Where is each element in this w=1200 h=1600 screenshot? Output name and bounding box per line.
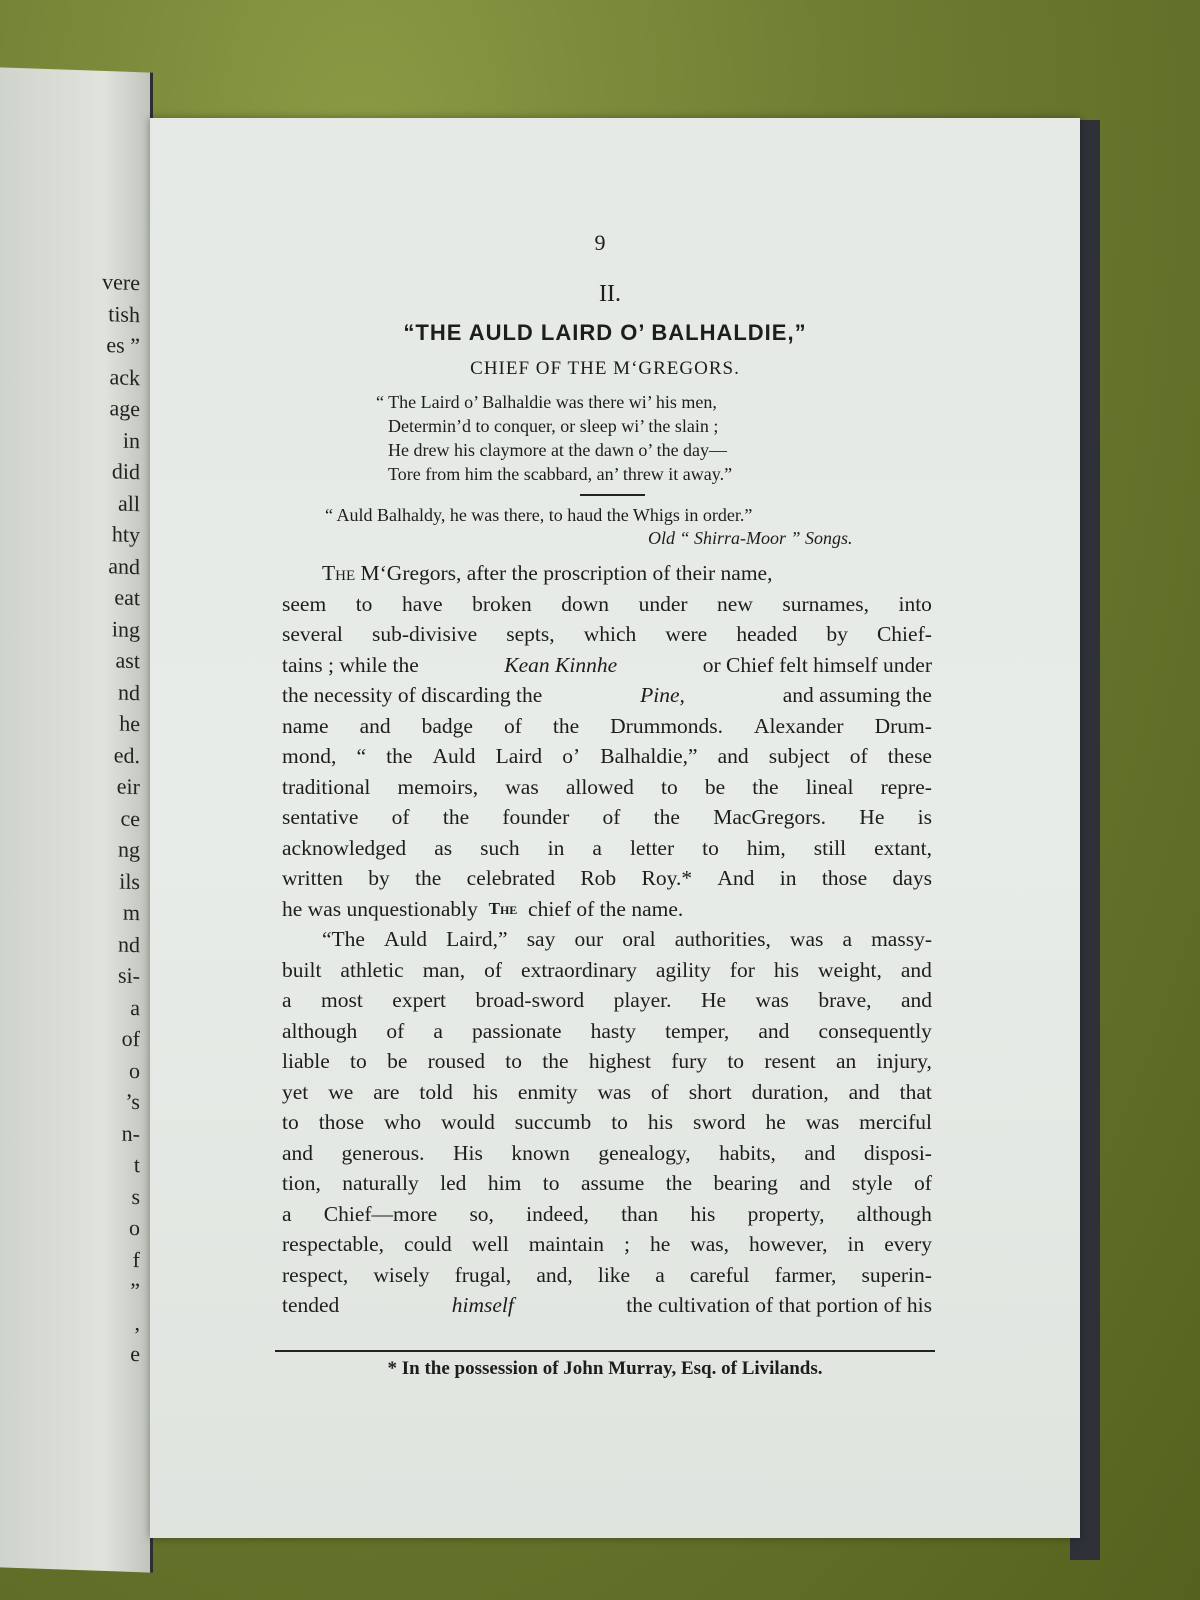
- word: bearing: [713, 1171, 778, 1195]
- word: of: [650, 1079, 669, 1104]
- text-line: [282, 741, 932, 772]
- word: of: [391, 805, 410, 829]
- word: by: [826, 622, 848, 646]
- word: Roy.*: [641, 866, 693, 890]
- word: led: [440, 1171, 467, 1195]
- word: farmer,: [774, 1262, 837, 1287]
- italic-span: Pine,: [640, 683, 685, 707]
- left-page-fragment: s: [131, 1183, 140, 1209]
- left-page-fragment: n-: [121, 1120, 140, 1146]
- text-line: [282, 589, 932, 620]
- word: badge: [421, 713, 473, 738]
- text-line: [282, 619, 932, 650]
- footnote: * In the possession of John Murray, Esq. of Livilands.: [387, 1358, 823, 1379]
- word: “The: [322, 927, 365, 951]
- word: allowed: [565, 774, 634, 799]
- small-caps-span: The: [488, 898, 518, 918]
- word: these: [887, 744, 932, 768]
- word: passionate: [471, 1018, 562, 1043]
- word: and: [359, 713, 391, 738]
- word: short: [688, 1079, 732, 1104]
- word: He: [859, 805, 885, 829]
- word: septs,: [506, 622, 555, 646]
- chapter-title: “THE AULD LAIRD O’ BALHALDIE,”: [403, 320, 807, 345]
- left-page-fragment: o: [129, 1214, 140, 1241]
- word: could: [404, 1232, 452, 1256]
- word: his: [773, 957, 799, 982]
- word: letter: [629, 835, 675, 860]
- word: built: [282, 957, 322, 982]
- word: was: [597, 1079, 631, 1104]
- word: merciful: [859, 1110, 932, 1134]
- word: which: [583, 622, 637, 646]
- word: down: [561, 591, 610, 616]
- word: Laird,”: [446, 927, 508, 951]
- word: mond,: [282, 744, 337, 768]
- word: extraordinary: [521, 957, 637, 982]
- word: hasty: [590, 1018, 636, 1043]
- word: respectable,: [282, 1232, 385, 1256]
- word: founder: [502, 805, 570, 829]
- left-page-fragment: ng: [118, 836, 140, 863]
- text-span: tended: [282, 1293, 340, 1317]
- text-line: [282, 772, 932, 803]
- left-page-fragment: es ”: [106, 332, 140, 359]
- text-line: [282, 1016, 932, 1047]
- word: be: [387, 1049, 408, 1073]
- word: although: [282, 1018, 358, 1043]
- word: sub-divisive: [372, 622, 478, 646]
- text-line: [282, 650, 932, 681]
- word: of: [602, 805, 621, 829]
- body-text: [282, 558, 932, 1321]
- word: under: [638, 591, 688, 616]
- word: to: [727, 1049, 745, 1073]
- word: sword: [692, 1110, 746, 1134]
- word: temper,: [665, 1018, 730, 1043]
- left-page-fragment: in: [122, 427, 140, 453]
- word: him: [487, 1171, 522, 1195]
- word: habits,: [719, 1140, 776, 1165]
- word: injury,: [876, 1049, 932, 1073]
- word: tion,: [282, 1171, 321, 1195]
- text-line: [282, 955, 932, 986]
- text-span: the cultivation of that portion of his: [626, 1293, 932, 1317]
- word: headed: [736, 622, 798, 646]
- word: still: [813, 835, 847, 860]
- text-line: [282, 894, 932, 925]
- left-page-fragment: e: [130, 1340, 140, 1367]
- word: are: [373, 1079, 400, 1104]
- text-line: [282, 1260, 932, 1291]
- word: naturally: [342, 1171, 419, 1195]
- word: a: [282, 988, 292, 1012]
- word: most: [321, 988, 363, 1012]
- word: new: [717, 591, 753, 616]
- word: his: [472, 1079, 498, 1104]
- word: respect,: [282, 1262, 349, 1287]
- text-line: [282, 558, 932, 589]
- text-span: he was unquestionably: [282, 896, 478, 921]
- word: of: [913, 1171, 932, 1195]
- drop-word: The: [322, 561, 356, 585]
- word: and: [799, 1171, 831, 1195]
- left-page-fragment: age: [109, 395, 140, 422]
- word: brave,: [818, 988, 872, 1012]
- chapter-subtitle: CHIEF OF THE M‘GREGORS.: [470, 358, 740, 379]
- word: to: [350, 1049, 367, 1073]
- word: was,: [690, 1232, 730, 1256]
- text-line: [282, 1290, 932, 1321]
- left-page-fragment: nd: [118, 930, 140, 957]
- word: careful: [689, 1262, 750, 1287]
- word: oral: [622, 927, 656, 951]
- word: lineal: [805, 774, 854, 799]
- word: memoirs,: [397, 774, 479, 799]
- word: a: [592, 835, 602, 860]
- left-page-fragment: ’s: [125, 1088, 140, 1115]
- left-page-fragment: ed.: [113, 741, 140, 768]
- word: Balhaldie,”: [600, 744, 698, 768]
- word: a: [433, 1018, 443, 1043]
- word: a: [655, 1262, 665, 1287]
- text-line: [282, 1077, 932, 1108]
- word: And: [717, 866, 755, 890]
- left-page-fragment: t: [133, 1152, 140, 1178]
- word: for: [729, 957, 755, 982]
- word: the: [442, 805, 470, 829]
- text-line: [282, 1138, 932, 1169]
- word: and,: [536, 1262, 573, 1287]
- text-span: or Chief felt himself under: [702, 652, 932, 677]
- word: subject: [768, 744, 830, 768]
- left-page-fragment: hty: [111, 521, 140, 548]
- word: liable: [282, 1049, 330, 1073]
- word: was: [755, 988, 789, 1012]
- text-span: and assuming the: [782, 683, 932, 707]
- word: to: [702, 835, 719, 860]
- word: to: [355, 591, 373, 616]
- left-page-fragment: did: [111, 458, 140, 485]
- left-page-fragment: vere: [102, 268, 140, 296]
- text-line: [282, 711, 932, 742]
- word: consequently: [818, 1018, 932, 1043]
- left-page-fragment: tish: [108, 300, 140, 327]
- word: Laird: [495, 744, 543, 768]
- word: by: [368, 866, 390, 890]
- word: Alexander: [754, 713, 844, 738]
- text-line: [282, 1168, 932, 1199]
- word: told: [419, 1079, 453, 1104]
- word: of: [849, 744, 868, 768]
- word: who: [384, 1110, 422, 1134]
- word: resent: [764, 1049, 816, 1073]
- left-page-fragment: ce: [120, 805, 140, 831]
- word: that: [899, 1079, 932, 1104]
- word: maintain: [528, 1232, 605, 1256]
- text-line: [282, 924, 932, 955]
- text-span: tains ; while the: [282, 652, 419, 677]
- word: we: [328, 1079, 354, 1104]
- chapter-number: II.: [599, 281, 621, 307]
- epigraph-divider: [580, 494, 645, 496]
- word: in: [547, 835, 565, 860]
- word: so,: [469, 1201, 494, 1226]
- word: Auld: [432, 744, 476, 768]
- verse-line: Tore from him the scabbard, an’ threw it away.”: [388, 464, 733, 484]
- word: and: [758, 1018, 790, 1043]
- word: known: [511, 1140, 570, 1165]
- word: the: [552, 713, 580, 738]
- epigraph-verse: [376, 390, 732, 486]
- word: massy-: [871, 927, 932, 951]
- word: authorities,: [674, 927, 771, 951]
- word: an: [835, 1049, 857, 1073]
- word: generous.: [341, 1140, 425, 1165]
- word: o’: [562, 744, 581, 768]
- word: was: [789, 927, 824, 951]
- word: Drum-: [874, 713, 932, 738]
- word: days: [892, 866, 932, 890]
- text-line: [282, 1199, 932, 1230]
- word: extant,: [874, 835, 932, 860]
- word: of: [503, 713, 522, 738]
- word: a: [282, 1201, 292, 1226]
- word: however,: [748, 1232, 828, 1256]
- text-line: [282, 985, 932, 1016]
- word: player.: [613, 988, 672, 1012]
- footnote-divider: [275, 1350, 935, 1352]
- word: every: [884, 1232, 932, 1256]
- italic-span: Kean Kinnhe: [504, 652, 618, 677]
- left-page-fragment: ing: [111, 615, 140, 642]
- word: him,: [746, 835, 786, 860]
- word: a: [842, 927, 852, 951]
- word: His: [452, 1140, 483, 1165]
- word: and: [282, 1140, 314, 1165]
- left-page-fragment: ,: [134, 1309, 140, 1335]
- left-page-fragment: all: [118, 489, 140, 516]
- word: to: [282, 1110, 299, 1134]
- word: although: [856, 1201, 932, 1226]
- word: Drummonds.: [610, 713, 724, 738]
- word: the: [653, 805, 680, 829]
- left-page-fragment: of: [121, 1025, 140, 1052]
- word: to: [505, 1049, 522, 1073]
- word: he: [649, 1232, 671, 1256]
- word: written: [282, 866, 343, 890]
- word: superin-: [861, 1262, 932, 1287]
- word: indeed,: [526, 1201, 589, 1226]
- text-line: [282, 1107, 932, 1138]
- word: our: [574, 927, 604, 951]
- word: style: [851, 1171, 893, 1195]
- word: acknowledged: [282, 835, 407, 860]
- word: seem: [282, 591, 327, 616]
- word: than: [621, 1201, 659, 1226]
- word: broad-sword: [475, 988, 585, 1012]
- left-page-fragment: ”: [130, 1277, 140, 1304]
- word: have: [401, 591, 443, 616]
- text-line: [282, 1046, 932, 1077]
- text-line: [282, 1229, 932, 1260]
- word: be: [704, 774, 726, 799]
- word: several: [282, 622, 343, 646]
- word: celebrated: [466, 866, 555, 890]
- word: well: [471, 1232, 509, 1256]
- word: “: [356, 744, 366, 768]
- word: athletic: [340, 957, 404, 982]
- word: highest: [588, 1049, 651, 1073]
- word: was: [505, 774, 539, 799]
- word: of: [484, 957, 503, 982]
- word: were: [665, 622, 708, 646]
- text-line: [282, 802, 932, 833]
- word: in: [847, 1232, 865, 1256]
- word: disposi-: [863, 1140, 932, 1165]
- text-span: M‘Gregors, after the proscription of their name,: [360, 561, 773, 585]
- left-page-fragment: ack: [109, 363, 140, 390]
- word: the: [386, 744, 413, 768]
- verse-line: He drew his claymore at the dawn o’ the day—: [388, 440, 728, 460]
- word: into: [898, 591, 932, 616]
- word: he: [765, 1110, 786, 1134]
- word: the: [752, 774, 779, 799]
- word: the: [665, 1171, 693, 1195]
- word: to: [611, 1110, 628, 1134]
- left-page-fragment: nd: [118, 678, 140, 705]
- word: Chief—more: [323, 1201, 438, 1226]
- left-page-fragment: o: [129, 1057, 140, 1083]
- word: like: [597, 1262, 631, 1287]
- word: frugal,: [454, 1262, 512, 1287]
- word: repre-: [880, 774, 932, 799]
- word: Rob: [580, 866, 617, 890]
- word: of: [386, 1018, 405, 1043]
- word: and: [848, 1079, 880, 1104]
- left-page: [0, 67, 153, 1572]
- left-page-fragment: m: [122, 899, 140, 926]
- left-page-fragment: a: [130, 994, 140, 1020]
- left-page-fragment: eir: [116, 773, 140, 800]
- left-page-fragment: he: [119, 710, 140, 737]
- left-page-fragment: eat: [114, 584, 140, 611]
- word: He: [700, 988, 727, 1012]
- word: enmity: [517, 1079, 578, 1104]
- word: and: [804, 1140, 836, 1165]
- word: broken: [472, 591, 532, 616]
- left-page-fragment: si-: [118, 962, 140, 989]
- word: say: [526, 927, 556, 951]
- word: duration,: [751, 1079, 829, 1104]
- left-page-fragment: f: [132, 1246, 140, 1272]
- word: assume: [580, 1171, 645, 1195]
- word: such: [480, 835, 520, 860]
- word: was: [805, 1110, 840, 1134]
- text-span: the necessity of discarding the: [282, 683, 543, 707]
- word: agility: [655, 957, 711, 982]
- word: sentative: [282, 805, 359, 829]
- word: Auld: [384, 927, 428, 951]
- text-line: [282, 863, 932, 894]
- word: ;: [623, 1232, 630, 1256]
- epigraph-quote: “ Auld Balhaldy, he was there, to haud the Whigs in order.”: [325, 505, 753, 525]
- left-page-fragment: ast: [115, 647, 140, 674]
- word: surnames,: [782, 591, 869, 616]
- word: Chief-: [876, 622, 932, 646]
- word: would: [441, 1110, 495, 1134]
- left-page-fragment: ils: [119, 867, 140, 894]
- word: the: [542, 1049, 569, 1073]
- word: and: [717, 744, 749, 768]
- verse-line: “ The Laird o’ Balhaldie was there wi’ his men,: [376, 392, 717, 412]
- word: and: [900, 988, 932, 1012]
- word: property,: [747, 1201, 825, 1226]
- word: his: [690, 1201, 716, 1226]
- verse-line: Determin’d to conquer, or sleep wi’ the slain ;: [388, 416, 719, 436]
- left-page-fragment: and: [108, 552, 140, 579]
- word: traditional: [282, 774, 371, 799]
- word: man,: [422, 957, 466, 982]
- text-line: [282, 833, 932, 864]
- word: the: [415, 866, 442, 890]
- word: yet: [282, 1079, 309, 1104]
- word: those: [821, 866, 868, 890]
- epigraph-source: Old “ Shirra-Moor ” Songs.: [648, 528, 853, 548]
- word: MacGregors.: [713, 805, 827, 829]
- word: genealogy,: [598, 1140, 691, 1165]
- word: in: [779, 866, 797, 890]
- italic-span: himself: [451, 1293, 514, 1317]
- right-page: [150, 118, 1080, 1538]
- word: as: [434, 835, 453, 860]
- text-span: chief of the name.: [528, 896, 684, 921]
- word: and: [900, 957, 932, 982]
- word: succumb: [514, 1110, 592, 1134]
- word: those: [318, 1110, 365, 1134]
- word: expert: [392, 988, 446, 1012]
- word: wisely: [373, 1262, 430, 1287]
- page-number: 9: [594, 230, 606, 255]
- word: to: [661, 774, 678, 799]
- left-page-text: [102, 266, 140, 1370]
- word: fury: [671, 1049, 708, 1073]
- word: name: [282, 713, 329, 738]
- word: is: [917, 805, 932, 829]
- word: roused: [427, 1049, 485, 1073]
- text-line: [282, 680, 932, 711]
- word: weight,: [817, 957, 882, 982]
- word: his: [647, 1110, 673, 1134]
- word: to: [542, 1171, 560, 1195]
